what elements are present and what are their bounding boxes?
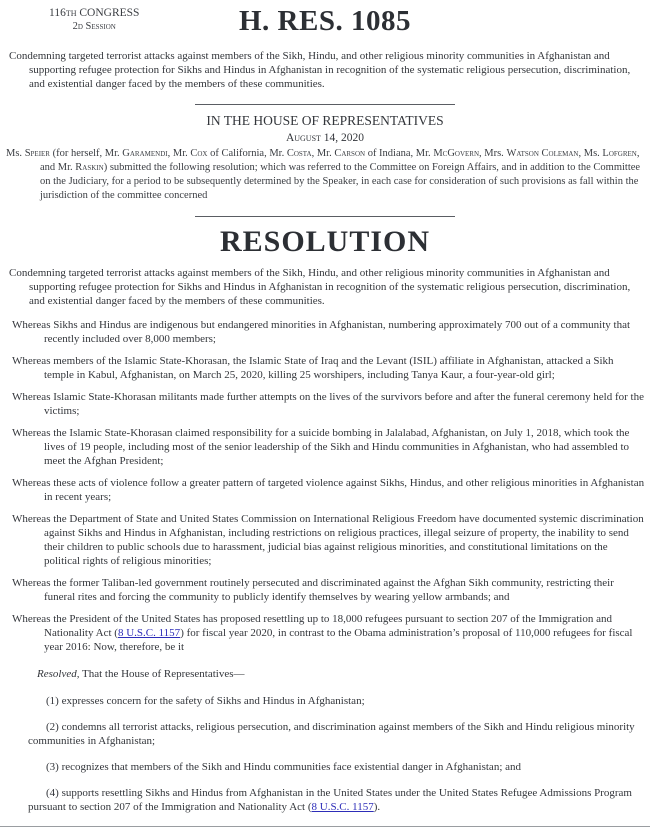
text-segment: (4) supports resettling Sikhs and Hindus from Afghanistan in the United States under the United States Refugee Admissions Program pursuant to section 207 of the Immigration and Nationality Act ( — [28, 787, 632, 813]
text-segment: , Mrs. — [479, 148, 507, 159]
bill-number-title: H. RES. 1085 — [239, 5, 411, 37]
text-segment: Garamendi — [122, 148, 168, 159]
text-segment: Whereas these acts of violence follow a greater pattern of targeted violence against Sikhs, Hindus, and other religious minorities in Afghanistan in recent years; — [12, 477, 645, 503]
resolved-item-2 — [4, 720, 646, 748]
resolved-item-3 — [4, 760, 646, 774]
text-segment: of California, Mr. — [207, 148, 287, 159]
text-segment: Whereas the former Taliban-led government routinely persecuted and discriminated against the Afghan Sikh community, restricting their funeral rites and forcing the community to publicly identify themselves by wearing yellow armbands; and — [12, 577, 614, 603]
text-segment: , Mr. — [311, 148, 335, 159]
congress-number — [49, 7, 139, 20]
whereas-clause-6 — [4, 512, 646, 568]
text-segment: That the House of Representatives— — [79, 668, 245, 680]
resolved-item-1 — [4, 694, 646, 708]
text-segment: August 14, 2020 — [285, 132, 365, 144]
text-segment: Whereas the Islamic State-Khorasan claimed responsibility for a suicide bombing in Jalalabad, Afghanistan, on July 1, 2018, which took the lives of 19 people, including most of the senior leadership of the Sikh and Hindu communities in Afghanistan, who had assembled to meet the Afghan President; — [12, 427, 630, 467]
text-segment: ) submitted the following resolution; which was referred to the Committee on Foreign Affairs, and in addition to the Committee on the Judiciary, for a period to be subsequently determined by the Speaker, in each case for consideration of such provisions as fall within the jurisdiction of the committee concerned — [40, 162, 641, 201]
whereas-clause-5 — [4, 476, 646, 504]
sponsor-paragraph — [4, 147, 646, 203]
resolved-item-4 — [4, 786, 646, 814]
resolved-clause — [4, 667, 646, 681]
whereas-clause-7 — [4, 576, 646, 604]
resolved-item-list — [4, 694, 646, 814]
text-segment: of Indiana, Mr. — [365, 148, 434, 159]
whereas-clause-3 — [4, 390, 646, 418]
text-segment: 116th — [49, 7, 77, 19]
section-divider — [195, 216, 455, 217]
action-date — [4, 132, 646, 145]
whereas-clause-8 — [4, 612, 646, 654]
whereas-clause-list — [4, 318, 646, 654]
text-segment: Cox — [190, 148, 208, 159]
text-segment: Costa — [286, 148, 312, 159]
text-segment: Whereas the President of the United States has proposed resettling up to 18,000 refugees pursuant to section 207 of the Immigration and Nationality Act ( — [12, 613, 612, 639]
text-segment: Lofgren — [602, 148, 637, 159]
us-code-link[interactable]: 8 U.S.C. 1157 — [311, 801, 374, 813]
text-segment: Whereas the Department of State and United States Commission on International Religious Freedom have documented systemic discrimination against Sikhs and Hindus in Afghanistan, including restrictions on religious practices, illegal seizure of property, the inability to send their children to public schools due to harassment, judicial bias against religious minorities, and constitutional limitations on the political rights of religious minorities; — [12, 513, 644, 567]
text-segment: (1) expresses concern for the safety of Sikhs and Hindus in Afghanistan; — [46, 695, 365, 707]
text-segment: , Ms. — [578, 148, 603, 159]
text-segment: (for herself, Mr. — [49, 148, 123, 159]
text-segment: , and Mr. — [40, 148, 640, 173]
whereas-clause-4 — [4, 426, 646, 468]
text-segment: Watson Coleman — [506, 148, 579, 159]
text-segment: ) for fiscal year 2020, in contrast to the Obama administration’s proposal of 110,000 refugees for fiscal year 2016: Now, therefore, be it — [44, 627, 633, 653]
text-segment: Resolved, — [37, 668, 80, 680]
text-segment: Speier — [24, 148, 50, 159]
text-segment: (3) recognizes that members of the Sikh and Hindu communities face existential danger in Afghanistan; and — [46, 761, 522, 773]
text-segment: Raskin — [75, 162, 104, 173]
text-segment: Whereas members of the Islamic State-Khorasan, the Islamic State of Iraq and the Levant (ISIL) affiliate in Afghanistan, attacked a Sikh temple in Kabul, Afghanistan, on March 25, 2020, killing 25 worshipers, including Tanya Kaur, a four-year-old girl; — [12, 355, 614, 381]
us-code-link[interactable]: 8 U.S.C. 1157 — [117, 627, 181, 639]
text-segment: Carson — [334, 148, 366, 159]
congress-session-block — [49, 7, 139, 33]
text-segment: CONGRESS — [76, 7, 140, 19]
text-segment: ). — [373, 801, 381, 813]
document-header — [4, 4, 646, 40]
text-segment: 2d Session — [72, 21, 116, 32]
text-segment: McGovern — [433, 148, 480, 159]
text-segment: Whereas Islamic State-Khorasan militants made further attempts on the lives of the survivors before and after the funeral ceremony held for the victims; — [12, 391, 644, 417]
resolution-heading: RESOLUTION — [219, 225, 431, 258]
text-segment: (2) condemns all terrorist attacks, religious persecution, and discrimination against members of the Sikh and Hindu religious minority communities in Afghanistan; — [28, 721, 635, 747]
section-divider — [195, 104, 455, 105]
session-number — [49, 20, 139, 33]
whereas-clause-1 — [4, 318, 646, 346]
preamble-text: Condemning targeted terrorist attacks against members of the Sikh, Hindu, and other religious minority communities in Afghanistan and supporting refugee protection for Sikhs and Hindus in Afghanistan in recognition of the systematic religious persecution, discrimination, and existential danger faced by the members of these communities. — [9, 50, 631, 90]
text-segment: Whereas Sikhs and Hindus are indigenous but endangered minorities in Afghanistan, numbering approximately 700 out of a community that recently included over 8,000 members; — [12, 319, 631, 345]
chamber-heading: IN THE HOUSE OF REPRESENTATIVES — [206, 113, 444, 128]
text-segment: Ms. — [6, 148, 25, 159]
resolution-preamble-text: Condemning targeted terrorist attacks against members of the Sikh, Hindu, and other religious minority communities in Afghanistan and supporting refugee protection for Sikhs and Hindus in Afghanistan in recognition of the systematic religious persecution, discrimination, and existential danger faced by the members of these communities. — [9, 267, 631, 307]
text-segment: , Mr. — [167, 148, 191, 159]
whereas-clause-2 — [4, 354, 646, 382]
